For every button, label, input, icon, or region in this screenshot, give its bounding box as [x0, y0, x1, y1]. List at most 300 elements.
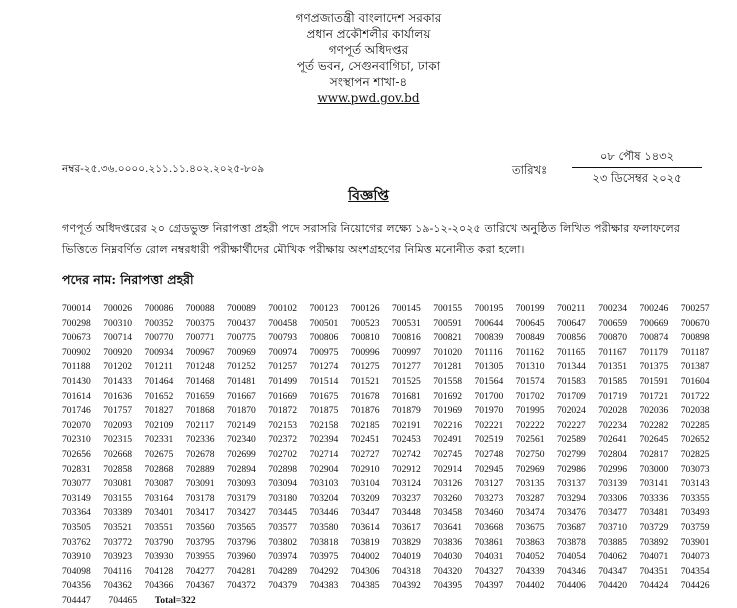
roll-number: 701870 [227, 405, 256, 417]
roll-number: 701719 [598, 390, 628, 402]
government-name: গণপ্রজাতন্ত্রী বাংলাদেশ সরকার [295, 11, 442, 25]
roll-number: 701868 [185, 405, 215, 417]
roll-row [62, 477, 722, 492]
roll-number: 704397 [474, 580, 504, 592]
roll-number: 703505 [62, 521, 91, 533]
roll-number: 704354 [680, 565, 710, 577]
roll-number: 703460 [474, 507, 504, 519]
roll-number: 703209 [350, 492, 380, 504]
roll-row [62, 492, 722, 507]
roll-number: 700257 [680, 303, 710, 314]
roll-number: 702153 [268, 419, 298, 431]
roll-row [62, 360, 722, 375]
roll-number: 702699 [227, 448, 256, 460]
roll-number: 700126 [350, 303, 380, 314]
roll-number: 702945 [474, 463, 504, 475]
roll-number: 702185 [350, 419, 380, 431]
roll-number: 702702 [268, 448, 298, 460]
roll-number: 701722 [680, 390, 710, 402]
roll-number: 703458 [433, 507, 463, 519]
roll-number: 704356 [62, 580, 91, 592]
roll-row [62, 346, 722, 361]
roll-number: 701387 [680, 361, 710, 373]
roll-number: 701188 [62, 361, 91, 373]
roll-number: 703729 [639, 521, 669, 533]
roll-number: 704372 [227, 580, 256, 592]
office-header [0, 10, 737, 106]
roll-number: 703819 [350, 536, 380, 548]
roll-number: 700810 [350, 332, 380, 344]
roll-number: 704116 [103, 565, 132, 577]
roll-number: 702191 [392, 419, 421, 431]
roll-number: 701564 [474, 375, 504, 387]
roll-number: 703551 [144, 521, 174, 533]
roll-number: 703878 [557, 536, 586, 548]
roll-number: 701514 [309, 375, 339, 387]
roll-number: 701252 [227, 361, 256, 373]
roll-number: 704292 [309, 565, 339, 577]
roll-number: 703565 [227, 521, 256, 533]
roll-number: 702904 [309, 463, 339, 475]
roll-number: 704346 [557, 565, 586, 577]
notice-title [0, 184, 737, 208]
roll-number: 703836 [433, 536, 463, 548]
roll-number: 703493 [680, 507, 710, 519]
roll-number: 703417 [185, 507, 215, 519]
roll-number: 701165 [557, 346, 586, 358]
roll-number: 701700 [474, 390, 504, 402]
roll-number: 702453 [392, 434, 421, 446]
roll-number: 703641 [433, 521, 463, 533]
roll-number: 702656 [62, 448, 91, 460]
roll-number-list [62, 302, 722, 608]
roll-number: 702748 [474, 448, 504, 460]
roll-number: 704327 [474, 565, 504, 577]
roll-number: 703445 [268, 507, 298, 519]
roll-number: 701281 [433, 361, 463, 373]
roll-number: 703772 [103, 536, 133, 548]
roll-number: 700199 [515, 303, 545, 314]
roll-number: 701709 [557, 390, 586, 402]
roll-number: 702024 [557, 405, 586, 417]
roll-number: 704420 [598, 580, 628, 592]
roll-number: 703336 [639, 492, 669, 504]
roll-number: 703795 [185, 536, 215, 548]
roll-number: 702858 [103, 463, 133, 475]
roll-number: 702986 [557, 463, 586, 475]
roll-number: 702641 [598, 434, 628, 446]
roll-number: 702491 [433, 434, 463, 446]
roll-row [62, 506, 722, 521]
roll-number: 700974 [268, 346, 298, 358]
roll-number: 703155 [103, 492, 133, 504]
roll-number: 704424 [639, 580, 669, 592]
roll-number: 704128 [144, 565, 174, 577]
roll-number: 704385 [350, 580, 380, 592]
roll-number: 700659 [598, 317, 628, 329]
roll-number: 702336 [185, 434, 215, 446]
roll-number: 703901 [680, 536, 710, 548]
roll-number: 703178 [185, 492, 215, 504]
roll-number: 702668 [103, 448, 133, 460]
roll-number: 703180 [268, 492, 298, 504]
roll-number: 704402 [515, 580, 545, 592]
roll-number: 700352 [144, 317, 174, 329]
roll-number: 701876 [350, 405, 380, 417]
roll-number: 700975 [309, 346, 339, 358]
roll-number: 701669 [268, 390, 298, 402]
roll-number: 701827 [144, 405, 174, 417]
roll-number: 700934 [144, 346, 174, 358]
roll-number: 700591 [433, 317, 463, 329]
roll-number: 702750 [515, 448, 545, 460]
roll-number: 702589 [557, 434, 586, 446]
roll-number: 704071 [639, 551, 669, 563]
roll-number: 701574 [515, 375, 545, 387]
roll-number: 703103 [309, 478, 339, 490]
roll-number: 700155 [433, 303, 463, 314]
roll-number: 702340 [227, 434, 256, 446]
roll-number: 701667 [227, 390, 256, 402]
roll-number: 703204 [309, 492, 339, 504]
roll-number: 703577 [268, 521, 298, 533]
roll-number: 703149 [62, 492, 91, 504]
roll-number: 701257 [268, 361, 298, 373]
roll-number: 702652 [680, 434, 710, 446]
roll-number: 702315 [103, 434, 133, 446]
roll-number: 703126 [433, 478, 463, 490]
roll-row [62, 565, 722, 580]
roll-number: 700821 [433, 332, 463, 344]
roll-number: 703477 [598, 507, 628, 519]
roll-number: 702714 [309, 448, 339, 460]
roll-number: 703687 [557, 521, 586, 533]
roll-number: 702898 [268, 463, 298, 475]
roll-number: 700102 [268, 303, 298, 314]
roll-number: 700770 [144, 332, 174, 344]
roll-number: 702093 [103, 419, 133, 431]
roll-number: 704351 [639, 565, 669, 577]
roll-number: 700145 [392, 303, 421, 314]
roll-row [62, 419, 722, 434]
roll-number: 700996 [350, 346, 380, 358]
roll-number: 703829 [392, 536, 421, 548]
roll-number: 704062 [598, 551, 628, 563]
roll-number: 702868 [144, 463, 174, 475]
roll-number: 703710 [598, 521, 628, 533]
roll-number: 702285 [680, 419, 710, 431]
roll-number: 703124 [392, 478, 421, 490]
roll-number: 704320 [433, 565, 463, 577]
roll-row [62, 579, 722, 594]
notice-title-text: বিজ্ঞপ্তি [348, 188, 389, 204]
roll-number: 703087 [144, 478, 174, 490]
roll-number: 701558 [433, 375, 463, 387]
roll-number: 704367 [185, 580, 215, 592]
roll-number: 701702 [515, 390, 545, 402]
roll-number: 700902 [62, 346, 91, 358]
roll-number: 701746 [62, 405, 91, 417]
roll-number: 700849 [515, 332, 545, 344]
roll-number: 700856 [557, 332, 586, 344]
roll-number: 703273 [474, 492, 504, 504]
roll-number: 702825 [680, 448, 710, 460]
roll-number: 703091 [185, 478, 215, 490]
roll-row [62, 550, 722, 565]
roll-number: 700673 [62, 332, 91, 344]
roll-number: 703139 [598, 478, 628, 490]
roll-number: 703355 [680, 492, 710, 504]
roll-number: 700714 [103, 332, 133, 344]
roll-number: 701678 [350, 390, 380, 402]
roll-number: 702331 [144, 434, 174, 446]
roll-number: 702216 [433, 419, 463, 431]
roll-number: 700839 [474, 332, 504, 344]
roll-number: 703796 [227, 536, 256, 548]
roll-number: 700234 [598, 303, 628, 314]
roll-number: 703179 [227, 492, 256, 504]
date-gregorian: ২৩ ডিসেম্বর ২০২৫ [592, 171, 682, 185]
roll-number: 700645 [515, 317, 545, 329]
roll-number: 701636 [103, 390, 133, 402]
roll-number: 702227 [557, 419, 586, 431]
roll-number: 703294 [557, 492, 586, 504]
roll-number: 700523 [350, 317, 380, 329]
roll-number: 701591 [639, 375, 669, 387]
roll-number: 702742 [392, 448, 421, 460]
roll-number: 703135 [515, 478, 545, 490]
roll-number: 703960 [227, 551, 256, 563]
roll-number: 703446 [309, 507, 339, 519]
roll-number: 703955 [185, 551, 215, 563]
roll-number: 704379 [268, 580, 298, 592]
roll-number: 700669 [639, 317, 669, 329]
roll-number: 703401 [144, 507, 174, 519]
roll-number: 702645 [639, 434, 669, 446]
roll-number: 703885 [598, 536, 628, 548]
roll-number: 701614 [62, 390, 91, 402]
roll-number: 703668 [474, 521, 504, 533]
roll-number: 703127 [474, 478, 504, 490]
roll-number: 703818 [309, 536, 339, 548]
roll-number: 700211 [557, 303, 586, 314]
roll-number: 704052 [515, 551, 545, 563]
roll-number: 702678 [185, 448, 215, 460]
roll-number: 702070 [62, 419, 91, 431]
roll-row [62, 390, 722, 405]
roll-number: 703427 [227, 507, 256, 519]
roll-number: 700898 [680, 332, 710, 344]
roll-number: 704366 [144, 580, 174, 592]
roll-number: 702117 [185, 419, 215, 431]
roll-number: 704318 [392, 565, 421, 577]
roll-number: 702996 [598, 463, 628, 475]
roll-row [62, 404, 722, 419]
roll-number: 703930 [144, 551, 174, 563]
roll-number: 701583 [557, 375, 586, 387]
roll-number: 701162 [515, 346, 545, 358]
roll-number: 701681 [392, 390, 421, 402]
roll-number: 702799 [557, 448, 586, 460]
roll-number: 702519 [474, 434, 504, 446]
roll-number: 704406 [557, 580, 586, 592]
roll-number: 701675 [309, 390, 339, 402]
roll-number: 702727 [350, 448, 380, 460]
roll-number: 700437 [227, 317, 256, 329]
roll-number: 701521 [350, 375, 380, 387]
department-name: গণপূর্ত অধিদপ্তর [328, 43, 409, 57]
roll-number: 702969 [515, 463, 545, 475]
roll-number: 700246 [639, 303, 669, 314]
roll-number: 703476 [557, 507, 586, 519]
roll-number: 702310 [62, 434, 91, 446]
roll-number: 704030 [433, 551, 463, 563]
roll-number: 703073 [680, 463, 710, 475]
roll-number: 700501 [309, 317, 339, 329]
roll-number: 701116 [474, 346, 503, 358]
roll-number: 703892 [639, 536, 669, 548]
roll-number: 700793 [268, 332, 298, 344]
roll-number: 704426 [680, 580, 710, 592]
roll-number: 702158 [309, 419, 339, 431]
roll-number: 703081 [103, 478, 133, 490]
website-link[interactable]: www.pwd.gov.bd [317, 91, 420, 105]
roll-number: 700375 [185, 317, 215, 329]
roll-number: 703000 [639, 463, 669, 475]
roll-number: 703447 [350, 507, 380, 519]
roll-number: 702675 [144, 448, 174, 460]
roll-number: 703617 [392, 521, 421, 533]
roll-number: 702912 [392, 463, 421, 475]
roll-number: 700086 [144, 303, 174, 314]
roll-number: 703910 [62, 551, 91, 563]
roll-number: 703762 [62, 536, 91, 548]
roll-number: 700458 [268, 317, 298, 329]
roll-number: 703675 [515, 521, 545, 533]
roll-number: 700870 [598, 332, 628, 344]
roll-number: 701721 [639, 390, 669, 402]
roll-number: 700089 [227, 303, 256, 314]
roll-number: 701344 [557, 361, 586, 373]
roll-number: 704395 [433, 580, 463, 592]
roll-number: 704098 [62, 565, 91, 577]
roll-number: 702745 [433, 448, 463, 460]
roll-number: 704383 [309, 580, 339, 592]
roll-number: 700775 [227, 332, 256, 344]
roll-number: 701433 [103, 375, 133, 387]
roll-number: 702038 [680, 405, 710, 417]
roll-number: 704031 [474, 551, 504, 563]
roll-number: 703614 [350, 521, 380, 533]
roll-number: 703923 [103, 551, 133, 563]
roll-number: 700644 [474, 317, 504, 329]
roll-number: 703448 [392, 507, 421, 519]
office-address: পূর্ত ভবন, সেগুনবাগিচা, ঢাকা [296, 59, 441, 73]
roll-number: 701248 [185, 361, 215, 373]
roll-number: 704392 [392, 580, 421, 592]
roll-row [62, 448, 722, 463]
roll-number: 700531 [392, 317, 421, 329]
roll-number: 704289 [268, 565, 298, 577]
roll-number: 702028 [598, 405, 628, 417]
roll-number: 702221 [474, 419, 504, 431]
roll-number: 703094 [268, 478, 298, 490]
roll-row [62, 536, 722, 551]
roll-number: 701872 [268, 405, 298, 417]
roll-number: 701310 [515, 361, 545, 373]
roll-number: 703481 [639, 507, 669, 519]
roll-number: 703974 [268, 551, 298, 563]
roll-number: 703141 [639, 478, 669, 490]
roll-number: 703790 [144, 536, 174, 548]
roll-number: 700920 [103, 346, 133, 358]
section-name: সংস্থাপন শাখা-৪ [329, 75, 408, 89]
roll-number: 703580 [309, 521, 339, 533]
roll-number: 701464 [144, 375, 174, 387]
roll-number: 701274 [309, 361, 339, 373]
roll-number: 703143 [680, 478, 710, 490]
roll-number: 701351 [598, 361, 628, 373]
roll-number: 700771 [185, 332, 215, 344]
roll-number: 701995 [515, 405, 545, 417]
roll-number: 701277 [392, 361, 421, 373]
roll-number: 701275 [350, 361, 380, 373]
roll-number: 704339 [515, 565, 545, 577]
roll-number: 704277 [185, 565, 215, 577]
roll-number: 700997 [392, 346, 421, 358]
roll-number: 703863 [515, 536, 545, 548]
roll-row [62, 317, 722, 332]
roll-number: 701187 [680, 346, 710, 358]
roll-row [62, 521, 722, 536]
roll-row [62, 594, 722, 608]
roll-number: 702394 [309, 434, 339, 446]
roll-number: 701481 [227, 375, 256, 387]
roll-number: 704347 [598, 565, 628, 577]
date-block [572, 148, 702, 189]
roll-number: 702910 [350, 463, 380, 475]
roll-number: 701375 [639, 361, 669, 373]
roll-row [62, 433, 722, 448]
roll-number: 703306 [598, 492, 628, 504]
roll-number: 701875 [309, 405, 339, 417]
roll-number: 701757 [103, 405, 133, 417]
roll-number: 703521 [103, 521, 133, 533]
office-name: প্রধান প্রকৌশলীর কার্যালয় [306, 27, 431, 41]
roll-number: 704073 [680, 551, 710, 563]
roll-number: 704002 [350, 551, 380, 563]
roll-number: 702831 [62, 463, 91, 475]
roll-number: 701468 [185, 375, 215, 387]
roll-number: 700816 [392, 332, 421, 344]
roll-number: 704465 [108, 594, 138, 606]
roll-number: 700195 [474, 303, 504, 314]
roll-number: 701970 [474, 405, 504, 417]
roll-number: 701020 [433, 346, 463, 358]
roll-number: 704019 [392, 551, 421, 563]
roll-number: 702889 [185, 463, 215, 475]
roll-number: 702149 [227, 419, 256, 431]
roll-number: 702234 [598, 419, 628, 431]
roll-number: 703093 [227, 478, 256, 490]
roll-number: 700014 [62, 303, 91, 314]
roll-number: 703237 [392, 492, 421, 504]
roll-number: 703077 [62, 478, 91, 490]
roll-number: 703474 [515, 507, 545, 519]
roll-number: 700969 [227, 346, 256, 358]
roll-row [62, 463, 722, 478]
notice-body: গণপূর্ত অধিদপ্তরের ২০ গ্রেডভুক্ত নিরাপত্তা প্রহরী পদে সরাসরি নিয়োগের লক্ষ্যে ১৯-১২-২০২৫ তারিখে অনুষ্ঠিত লিখিত পরীক্ষার ফলাফলের ভিত্তিতে নিম্নবর্ণিত রোল নম্বরধারী পরীক্ষার্থীদের মৌখিক পরীক্ষায় অংশগ্রহণের নিমিত্ত মনোনীত করা হলো। [62, 222, 680, 256]
